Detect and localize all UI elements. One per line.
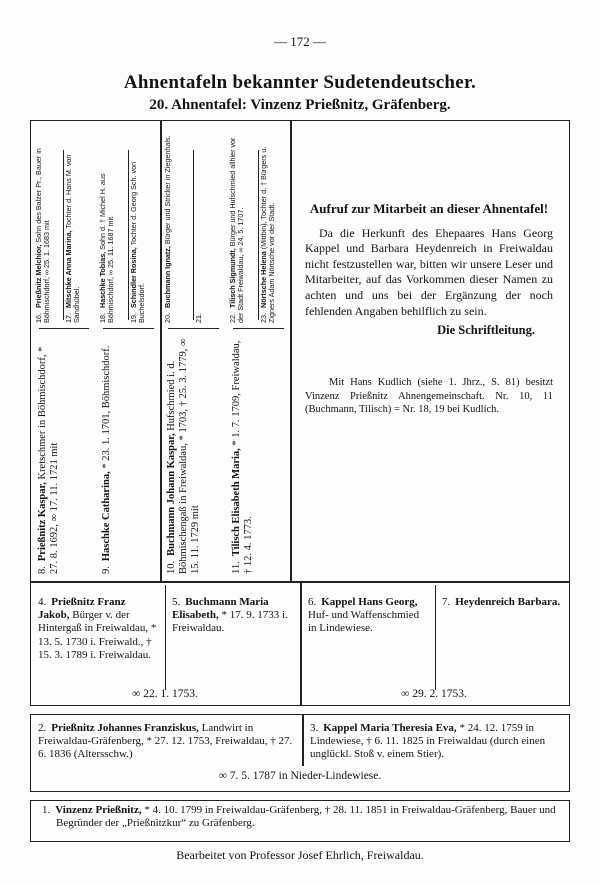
- ancestor-20: 20.Buchmann Ignatz, Bürger und Stricker in Ziegenhals.: [163, 135, 172, 323]
- brace: [168, 328, 219, 329]
- ancestor-11: 11.Tilisch Elisabeth Maria, * 1. 7. 1709, Freiwaldau, † 12. 4. 1773.: [231, 340, 254, 574]
- page-title: Ahnentafeln bekannter Sudetendeutscher.: [123, 72, 477, 93]
- notice-body: Da die Herkunft des Ehepaares Hans Georg Kappel und Barbara Heydenreich in Freiwaldau nicht festzustellen war, bitten wir unsere Leser und Mitarbeiter, auf das Vorkommen dieser Namen zu achten und uns bei der Ergänzung der noch fehlenden Angaben behilflich zu sein.: [305, 225, 553, 318]
- ancestor-19: 19.Schindler Rosina, Tochter d. Georg Sch. von Buchelsdorf.: [128, 161, 146, 323]
- ancestor-16: 16.Prießnitz Melchior, Sohn des Balzer Pr., Bauer in Böhmischdorf, ∞ 25. 1. 1683 mit: [34, 148, 52, 323]
- marriage-2-3: ∞ 7. 5. 1787 in Nieder-Lindewiese.: [218, 770, 382, 782]
- page-number: — 172 —: [274, 34, 326, 49]
- divider: [193, 150, 194, 320]
- brace: [103, 328, 154, 329]
- ancestor-9: 9.Haschke Catharina, * 23. 1. 1701, Böhmischdorf.: [101, 345, 112, 574]
- divider: [290, 120, 292, 582]
- page-subtitle: 20. Ahnentafel: Vinzenz Prießnitz, Gräfenberg.: [149, 97, 451, 113]
- ancestor-5: 5. Buchmann Maria Elisabeth, * 17. 9. 1733 i. Freiwaldau.: [172, 596, 288, 635]
- brace: [39, 328, 89, 329]
- ancestor-1: 1. Vinzenz Prießnitz, * 4. 10. 1799 in Freiwaldau-Gräfenberg, † 28. 11. 1851 in Freiwaldau-Gräfenberg, Bauer und Begründer der „Prießnitzkur“ zu Gräfenberg.: [42, 804, 556, 830]
- ancestor-21: 21.: [193, 313, 203, 323]
- notice: [305, 200, 553, 417]
- ancestor-8: 8.Prießnitz Kaspar, Kretschmer in Böhmischdorf, * 27. 8. 1692, ∞ 17. 11. 1721 mit: [37, 346, 60, 574]
- ancestor-23: 23.Nörtsche Helena (Mittbin), Tochter d. † Bürgers u. Zigners Adam Nörtsche vor der Stadt.: [258, 146, 276, 323]
- ancestor-4: 4. Prießnitz Franz Jakob, Bürger v. der Hintergaß in Freiwaldau, * 13. 5. 1730 i. Freiwald., † 15. 3. 1789 i. Freiwaldau.: [38, 596, 157, 661]
- ancestor-17: 17.Mitschke Anna Marina, Tochter d. Hans M. von Sandhübel.: [64, 154, 82, 323]
- footer-credit: Bearbeitet von Professor Josef Ehrlich, Freiwaldau.: [176, 848, 424, 862]
- brace: [233, 328, 284, 329]
- divider: [63, 150, 64, 320]
- marriage-4-5: ∞ 22. 1. 1753.: [132, 688, 198, 700]
- divider: [258, 150, 259, 320]
- ancestor-2: 2. Prießnitz Johannes Franziskus, Landwirt in Freiwaldau-Gräfenberg, * 27. 12. 1753, Freiwaldau, † 27. 6. 1836 (Altersschw.): [38, 722, 293, 761]
- ancestor-3: 3. Kappel Maria Theresia Eva, * 24. 12. 1759 in Lindewiese, † 6. 11. 1825 in Freiwaldau (durch einen unglückl. Stoß v. einem Stier).: [310, 722, 546, 761]
- marriage-6-7: ∞ 29. 2. 1753.: [401, 688, 467, 700]
- notice-heading: Aufruf zur Mitarbeit an dieser Ahnentafel!: [309, 201, 549, 216]
- ancestor-7: 7. Heydenreich Barbara.: [442, 596, 561, 608]
- divider: [128, 150, 129, 320]
- ancestor-6: 6. Kappel Hans Georg, Huf- und Waffenschmied in Lindewiese.: [308, 596, 420, 635]
- ancestor-10: 10.Buchmann Johann Kaspar, Hufschmied i. d. Böhmischengaß in Freiwaldau, * 1703, † 25. 3. 1779, ∞ 15. 11. 1729 mit: [166, 338, 201, 574]
- notice-signature: Die Schriftleitung.: [437, 323, 535, 338]
- ancestor-22: 22.Tilisch Sigmundt, Bürger und Hufschmied allhier vor der Stadt Freiwaldau, ∞ 24. 5. 1707.: [228, 137, 246, 323]
- ancestor-18: 18.Haschke Tobias, Sohn d. † Michel H. aus Böhmischdorf, ∞ 25. 11. 1687 mit: [98, 173, 116, 323]
- notice-note: Mit Hans Kudlich (siehe 1. Jhrz., S. 81) besitzt Vinzenz Prießnitz Ahnengemeinschaft. Nr. 10, 11 (Buchmann, Tilisch) = Nr. 18, 19 bei Kudlich.: [305, 377, 553, 416]
